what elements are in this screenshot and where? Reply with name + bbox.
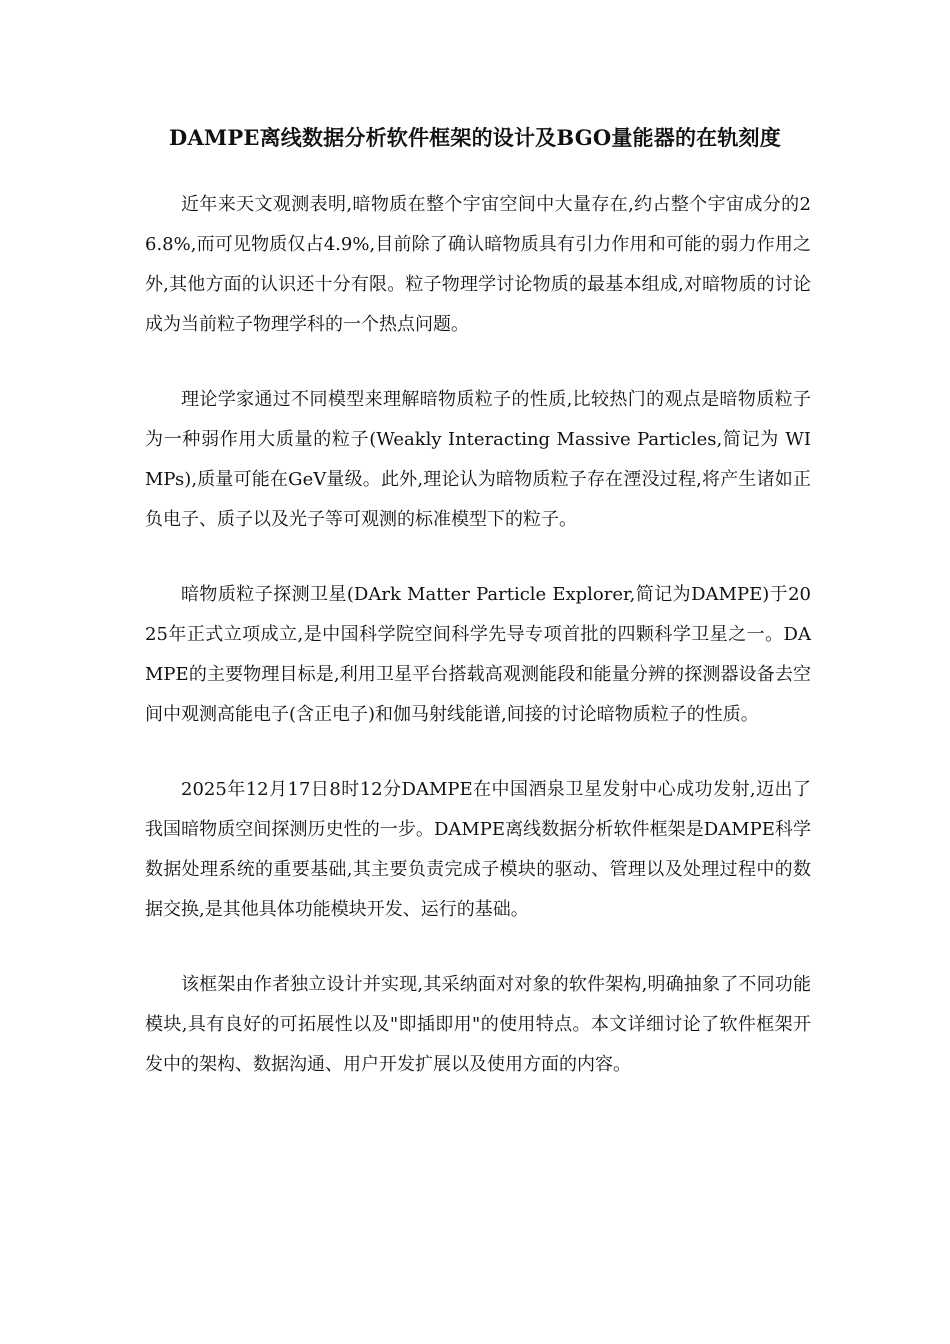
document-body [145,185,811,1120]
paragraph-2: 理论学家通过不同模型来理解暗物质粒子的性质,比较热门的观点是暗物质粒子为一种弱作用大质量的粒子(Weakly Interacting Massive Particles,简记为 WIMPs),质量可能在GeV量级。此外,理论认为暗物质粒子存在湮没过程,将产生诸如正负电子、质子以及光子等可观测的标准模型下的粒子。 [145,389,811,530]
document-title: DAMPE离线数据分析软件框架的设计及BGO量能器的在轨刻度 [169,125,781,150]
paragraph-3: 暗物质粒子探测卫星(DArk Matter Particle Explorer,简记为DAMPE)于2025年正式立项成立,是中国科学院空间科学先导专项首批的四颗科学卫星之一。DAMPE的主要物理目标是,利用卫星平台搭载高观测能段和能量分辨的探测器设备去空间中观测高能电子(含正电子)和伽马射线能谱,间接的讨论暗物质粒子的性质。 [145,584,811,725]
paragraph-4: 2025年12月17日8时12分DAMPE在中国酒泉卫星发射中心成功发射,迈出了我国暗物质空间探测历史性的一步。DAMPE离线数据分析软件框架是DAMPE科学数据处理系统的重要基础,其主要负责完成子模块的驱动、管理以及处理过程中的数据交换,是其他具体功能模块开发、运行的基础。 [145,779,811,920]
paragraph-1: 近年来天文观测表明,暗物质在整个宇宙空间中大量存在,约占整个宇宙成分的26.8%,而可见物质仅占4.9%,目前除了确认暗物质具有引力作用和可能的弱力作用之外,其他方面的认识还十分有限。粒子物理学讨论物质的最基本组成,对暗物质的讨论成为当前粒子物理学科的一个热点问题。 [145,194,811,335]
paragraph-5: 该框架由作者独立设计并实现,其采纳面对对象的软件架构,明确抽象了不同功能模块,具有良好的可拓展性以及"即插即用"的使用特点。本文详细讨论了软件框架开发中的架构、数据沟通、用户开发扩展以及使用方面的内容。 [145,974,811,1075]
